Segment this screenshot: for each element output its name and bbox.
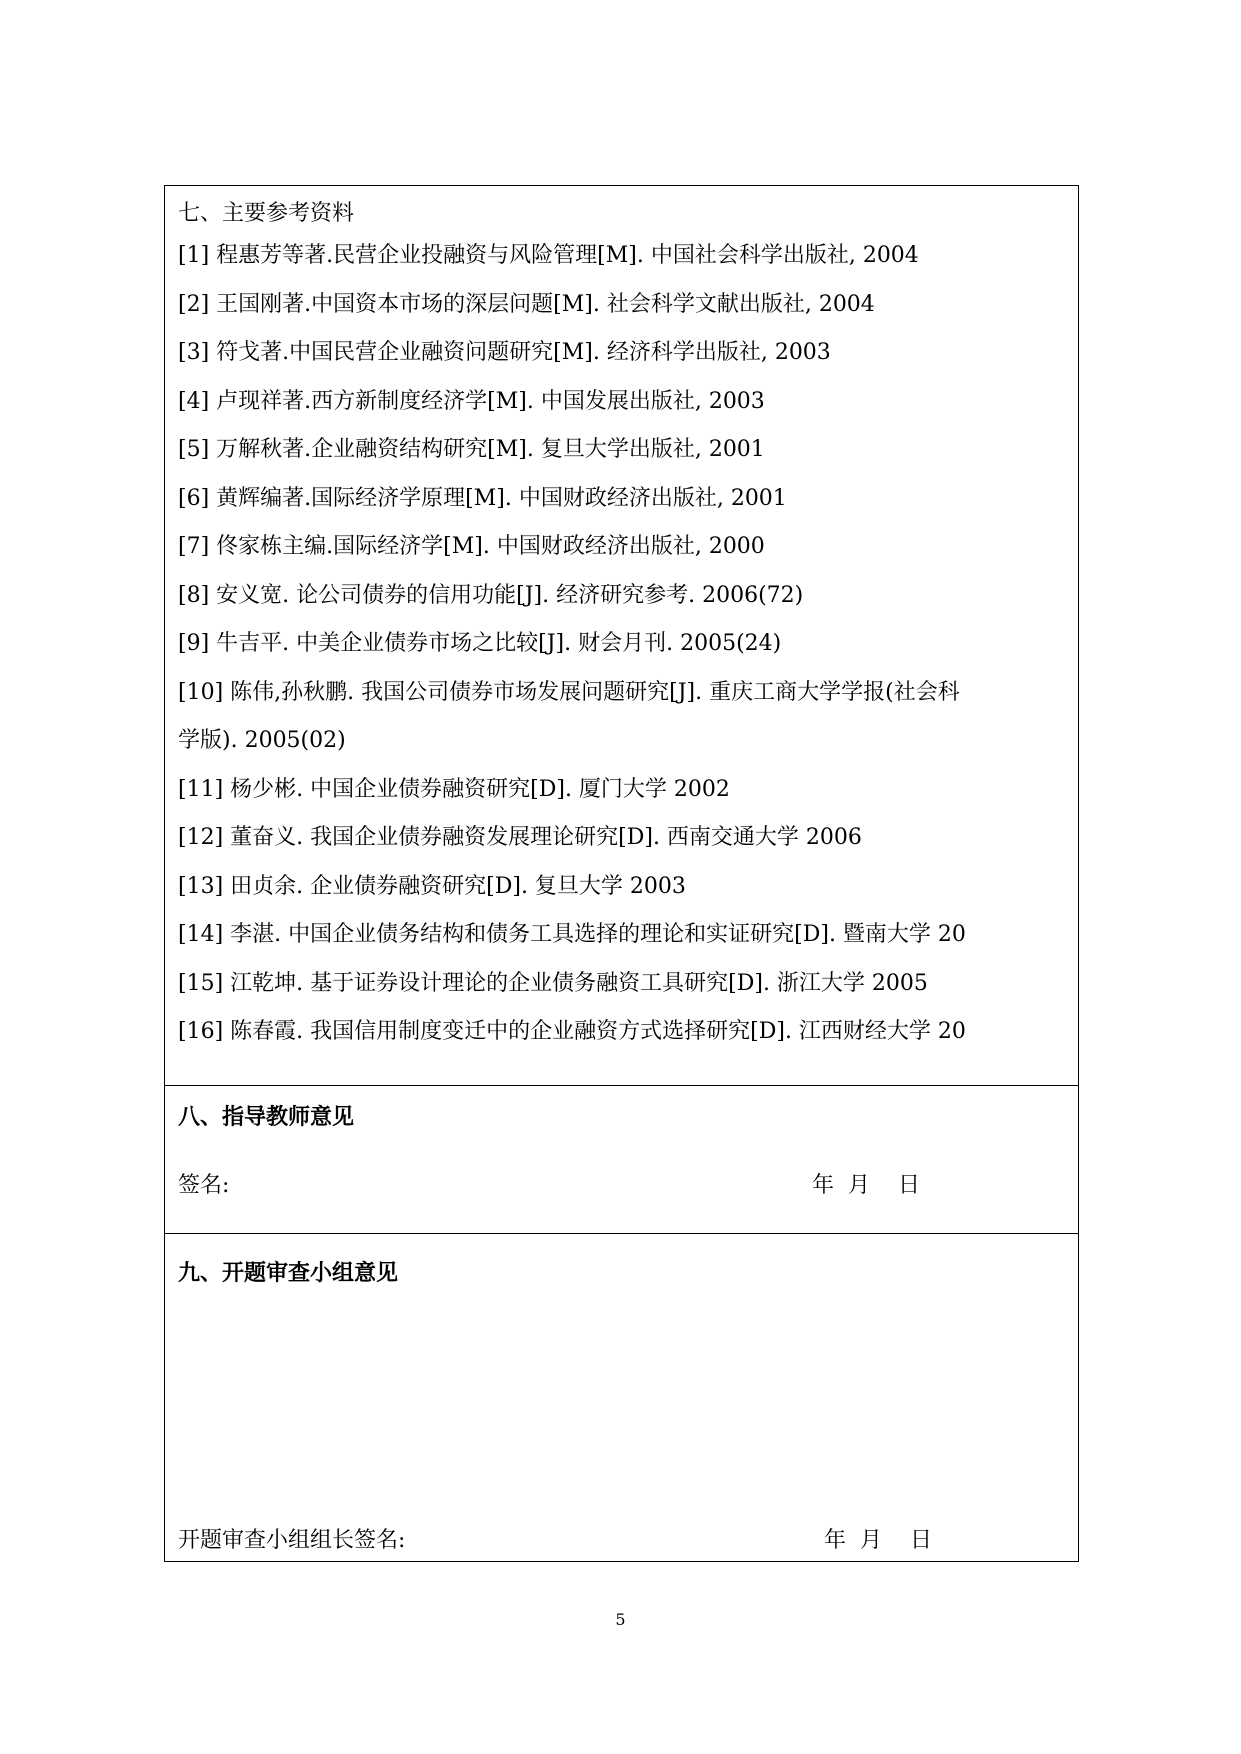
reference-item: [2] 王国刚著.中国资本市场的深层问题[M]. 社会科学文献出版社, 2004 — [178, 291, 875, 317]
reference-item: [12] 董奋义. 我国企业债券融资发展理论研究[D]. 西南交通大学 2006 — [178, 825, 862, 850]
advisor-date-label: 年 月 日 — [812, 1173, 920, 1198]
reference-item: [11] 杨少彬. 中国企业债券融资研究[D]. 厦门大学 2002 — [178, 776, 730, 802]
reference-item: [5] 万解秋著.企业融资结构研究[M]. 复旦大学出版社, 2001 — [178, 437, 765, 462]
reference-item: [6] 黄辉编著.国际经济学原理[M]. 中国财政经济出版社, 2001 — [178, 485, 787, 511]
reference-item-continuation: 学版). 2005(02) — [178, 728, 346, 753]
reference-list — [178, 232, 1078, 1057]
reference-item: [3] 符戈著.中国民营企业融资问题研究[M]. 经济科学出版社, 2003 — [178, 340, 831, 365]
references-title: 七、主要参考资料 — [178, 201, 355, 226]
reference-item: [4] 卢现祥著.西方新制度经济学[M]. 中国发展出版社, 2003 — [178, 388, 765, 414]
reference-item: [14] 李湛. 中国企业债务结构和债务工具选择的理论和实证研究[D]. 暨南大学 20 — [178, 922, 966, 947]
committee-opinion-section — [165, 1233, 1078, 1561]
reference-item: [8] 安义宽. 论公司债券的信用功能[J]. 经济研究参考. 2006(72) — [178, 582, 804, 608]
page-number: 5 — [615, 1610, 626, 1629]
reference-item: [13] 田贞余. 企业债券融资研究[D]. 复旦大学 2003 — [178, 873, 686, 899]
references-section — [165, 186, 1078, 1085]
reference-item: [16] 陈春霞. 我国信用制度变迁中的企业融资方式选择研究[D]. 江西财经大学 20 — [178, 1019, 966, 1044]
proposal-form-table — [164, 185, 1079, 1562]
advisor-signature-label: 签名: — [178, 1173, 230, 1198]
advisor-opinion-section — [165, 1085, 1078, 1233]
reference-item: [1] 程惠芳等著.民营企业投融资与风险管理[M]. 中国社会科学出版社, 2004 — [178, 243, 919, 268]
committee-signature-label: 开题审查小组组长签名: — [178, 1528, 406, 1553]
committee-opinion-title: 九、开题审查小组意见 — [178, 1260, 399, 1286]
reference-item: [9] 牛吉平. 中美企业债券市场之比较[J]. 财会月刊. 2005(24) — [178, 631, 782, 656]
reference-item: [10] 陈伟,孙秋鹏. 我国公司债券市场发展问题研究[J]. 重庆工商大学学报(社会科 — [178, 679, 960, 705]
committee-date-label: 年 月 日 — [824, 1528, 932, 1553]
reference-item: [15] 江乾坤. 基于证券设计理论的企业债务融资工具研究[D]. 浙江大学 2005 — [178, 970, 928, 996]
advisor-opinion-title: 八、指导教师意见 — [178, 1104, 355, 1130]
reference-item: [7] 佟家栋主编.国际经济学[M]. 中国财政经济出版社, 2000 — [178, 534, 765, 559]
